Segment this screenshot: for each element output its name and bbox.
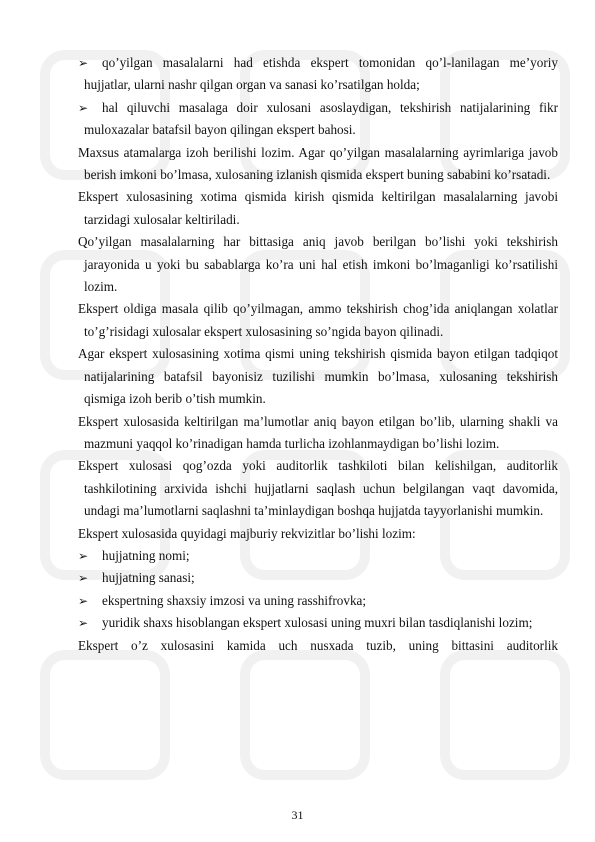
list-item: [78, 590, 558, 612]
list-item-text: ekspertning shaxsiy imzosi va uning rasshifrovka;: [102, 592, 367, 608]
list-item: [78, 612, 558, 634]
list-item: [78, 97, 558, 142]
paragraph: Ekspert xulosasida keltirilgan ma’lumotlar aniq bayon etilgan bo’lib, ularning shakli va mazmuni yaqqol ko’rinadigan hamda turlicha izohlanmaydigan bo’lishi lozim.: [78, 413, 558, 451]
list-item-text: qo’yilgan masalalarni had etishda ekspert tomonidan qo’l-lanilagan me’yoriy hujjatlar, ularni nashr qilgan organ va sanasi ko’rsatilgan holda;: [84, 55, 558, 93]
list-item: [78, 545, 558, 567]
arrowhead-bullet-icon: ➢: [78, 571, 89, 586]
page-number: 31: [291, 808, 304, 822]
list-item: [78, 52, 558, 97]
arrowhead-bullet-icon: ➢: [78, 56, 89, 70]
paragraph: Qo’yilgan masalalarning har bittasiga aniq javob berilgan bo’lishi yoki tekshirish jarayonida u yoki bu sabablarga ko’ra uni hal etish imkoni bo’lmaganligi ko’rsatilishi lozim.: [78, 234, 558, 295]
arrowhead-bullet-icon: ➢: [78, 593, 89, 608]
list-item-text: yuridik shaxs hisoblangan ekspert xulosasi uning muxri bilan tasdiqlanishi lozim;: [102, 615, 533, 631]
paragraph: Ekspert oldiga masala qilib qo’yilmagan, ammo tekshirish chog’ida aniqlangan xolatlar to’g’risidagi xulosalar ekspert xulosasining so’ngida bayon qilinadi.: [78, 301, 558, 339]
paragraph: Ekspert o’z xulosasini kamida uch nusxada tuzib, uning bittasini auditorlik: [78, 637, 558, 653]
arrowhead-bullet-icon: ➢: [78, 548, 89, 563]
list-item-text: hujjatning sanasi;: [102, 570, 195, 586]
document-body: [78, 52, 558, 657]
list-item: [78, 567, 558, 589]
paragraph: Ekspert xulosasi qog’ozda yoki auditorlik tashkiloti bilan kelishilgan, auditorlik tashkilotining arxivida ishchi hujjatlarni saqlash uchun belgilangan vaqt davomida, undagi ma’lumotlarni saqlashni ta’minlaydigan boshqa hujjatda tayyorlanishi mumkin.: [78, 458, 558, 519]
list-item-text: hujjatning nomi;: [102, 547, 190, 563]
paragraph: Ekspert xulosasida quyidagi majburiy rekvizitlar bo’lishi lozim:: [78, 525, 416, 541]
list-item-text: hal qiluvchi masalaga doir xulosani asoslaydigan, tekshirish natijalarining fikr muloxazalar batafsil bayon qilingan ekspert bahosi.: [84, 99, 558, 138]
paragraph: Ekspert xulosasining xotima qismida kirish qismida keltirilgan masalalarning javobi tarzidagi xulosalar keltiriladi.: [78, 189, 558, 227]
arrowhead-bullet-icon: ➢: [78, 100, 89, 115]
paragraph: Agar ekspert xulosasining xotima qismi uning tekshirish qismida bayon etilgan tadqiqot natijalarining batafsil bayonisiz tuzilishi mumkin bo’lmasa, xulosaning tekshirish qismiga izoh berib o’tish mumkin.: [78, 346, 558, 407]
arrowhead-bullet-icon: ➢: [78, 616, 89, 631]
paragraph: Maxsus atamalarga izoh berilishi lozim. Agar qo’yilgan masalalarning ayrimlariga javob berish imkoni bo’lmasa, xulosaning izlanish qismida ekspert buning sababini ko’rsatadi.: [78, 144, 558, 183]
